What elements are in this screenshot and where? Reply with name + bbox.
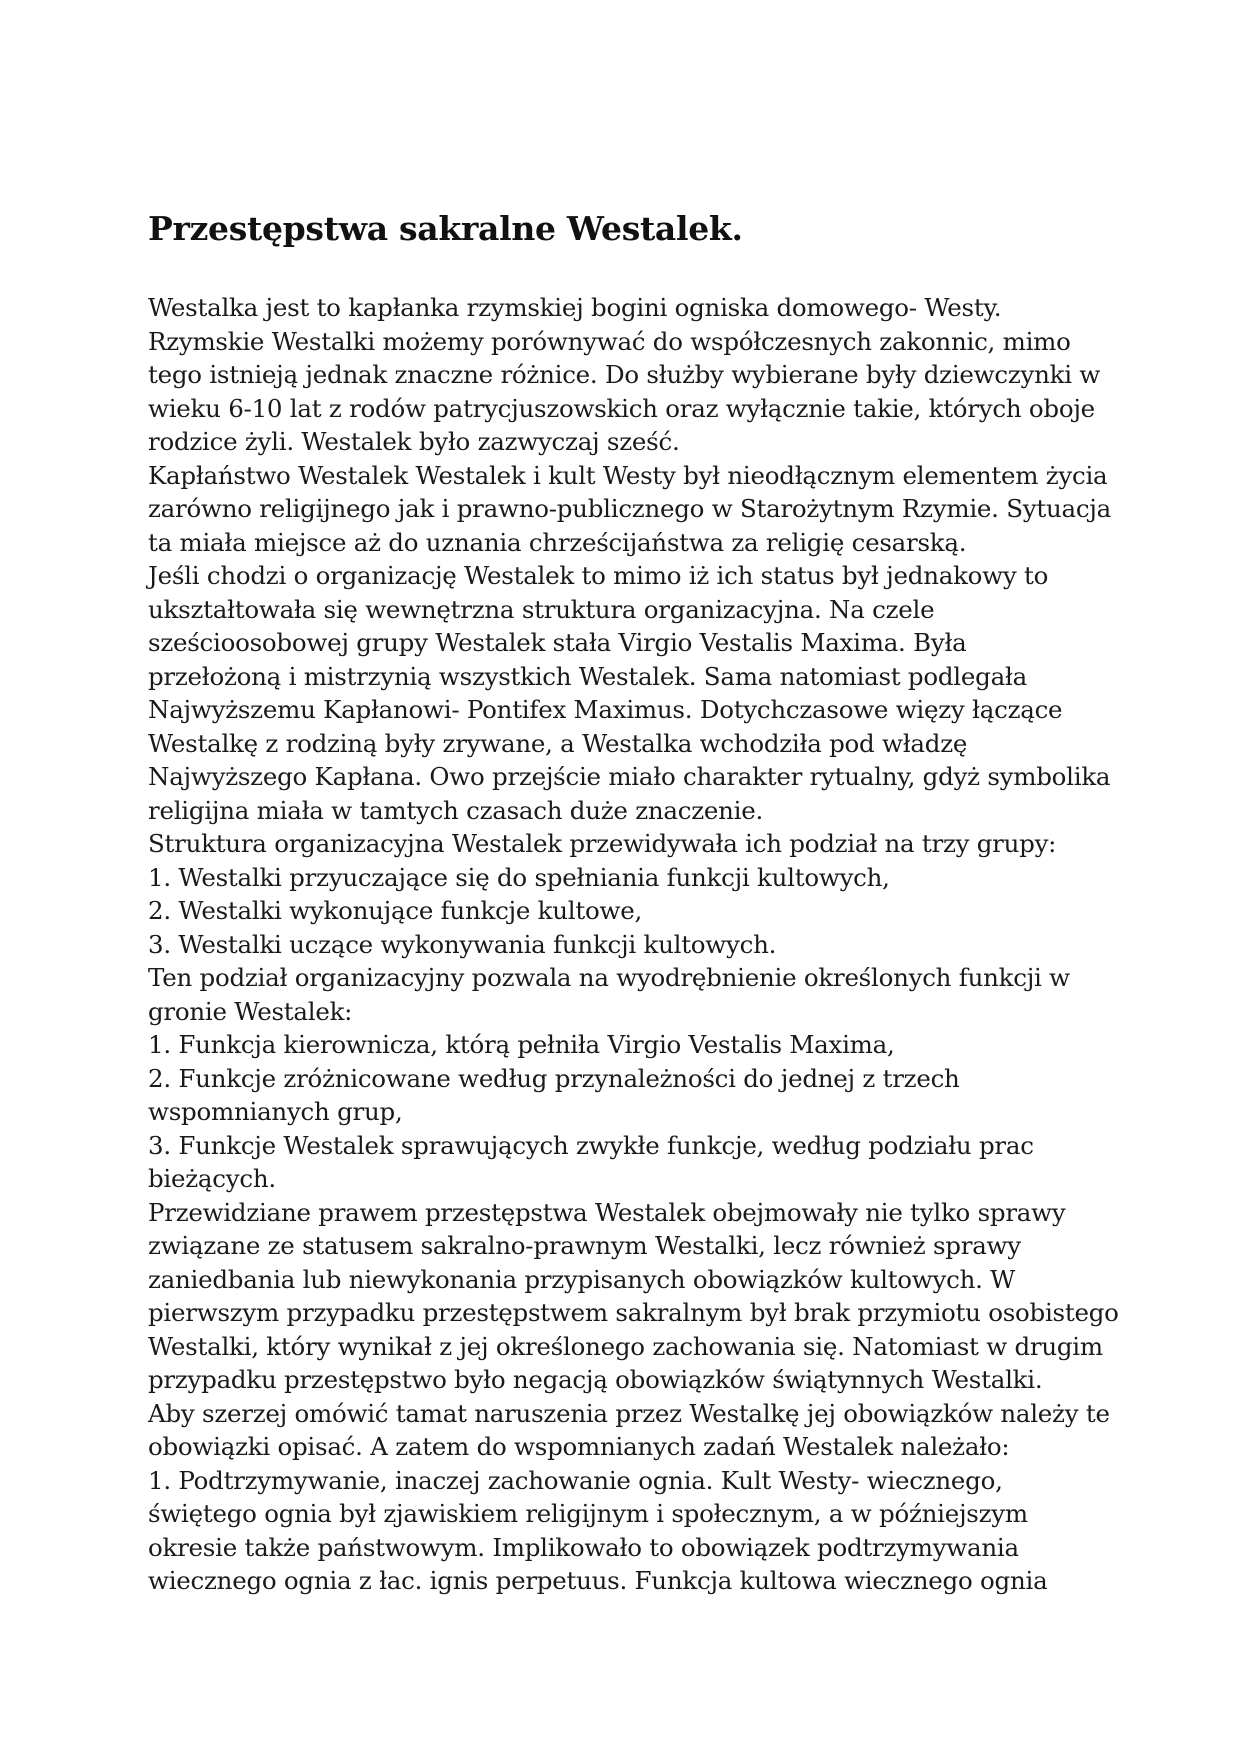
text-line: 1. Podtrzymywanie, inaczej zachowanie ognia. Kult Westy- wiecznego,: [148, 1465, 1003, 1495]
text-line: rodzice żyli. Westalek było zazwyczaj sześć.: [148, 427, 680, 456]
text-line: pierwszym przypadku przestępstwem sakralnym był brak przymiotu osobistego: [148, 1298, 1119, 1327]
text-line: 3. Funkcje Westalek sprawujących zwykłe funkcje, według podziału prac: [148, 1130, 1034, 1160]
text-line: Aby szerzej omówić tamat naruszenia przez Westalkę jej obowiązków należy te: [148, 1398, 1110, 1428]
text-line: świętego ognia był zjawiskiem religijnym i społecznym, a w późniejszym: [148, 1499, 1028, 1528]
text-line: wspomnianych grup,: [148, 1097, 403, 1126]
text-line: Rzymskie Westalki możemy porównywać do współczesnych zakonnic, mimo: [148, 326, 1071, 356]
document-body: [148, 291, 1148, 1598]
text-line: Westalka jest to kapłanka rzymskiej bogini ogniska domowego- Westy.: [148, 293, 1002, 322]
text-line: Westalki, który wynikał z jej określonego zachowania się. Natomiast w drugim: [148, 1331, 1103, 1361]
text-line: ta miała miejsce aż do uznania chrześcijaństwa za religię cesarską.: [148, 527, 967, 557]
text-line: bieżących.: [148, 1164, 276, 1193]
text-line: Przewidziane prawem przestępstwa Westalek obejmowały nie tylko sprawy: [148, 1197, 1066, 1227]
text-line: 2. Westalki wykonujące funkcje kultowe,: [148, 896, 642, 925]
text-line: 1. Funkcja kierownicza, którą pełniła Virgio Vestalis Maxima,: [148, 1030, 895, 1059]
text-line: wieku 6-10 lat z rodów patrycjuszowskich oraz wyłącznie takie, których oboje: [148, 393, 1095, 423]
text-line: religijna miała w tamtych czasach duże znaczenie.: [148, 795, 764, 825]
text-line: 3. Westalki uczące wykonywania funkcji kultowych.: [148, 929, 777, 959]
text-line: związane ze statusem sakralno-prawnym Westalki, lecz również sprawy: [148, 1231, 1021, 1260]
text-line: Najwyższego Kapłana. Owo przejście miało charakter rytualny, gdyż symbolika: [148, 762, 1111, 791]
text-line: Struktura organizacyjna Westalek przewidywała ich podział na trzy grupy:: [148, 829, 1057, 858]
text-line: przełożoną i mistrzynią wszystkich Westalek. Sama natomiast podlegała: [148, 661, 1027, 691]
text-line: Kapłaństwo Westalek Westalek i kult Westy był nieodłącznym elementem życia: [148, 460, 1108, 490]
text-line: zarówno religijnego jak i prawno-publicznego w Starożytnym Rzymie. Sytuacja: [148, 494, 1112, 523]
text-line: zaniedbania lub niewykonania przypisanych obowiązków kultowych. W: [148, 1264, 1016, 1294]
text-line: 2. Funkcje zróżnicowane według przynależności do jednej z trzech: [148, 1063, 960, 1093]
text-line: tego istnieją jednak znaczne różnice. Do służby wybierane były dziewczynki w: [148, 360, 1101, 389]
text-line: obowiązki opisać. A zatem do wspomnianych zadań Westalek należało:: [148, 1432, 1010, 1461]
text-line: 1. Westalki przyuczające się do spełniania funkcji kultowych,: [148, 862, 890, 892]
text-line: Jeśli chodzi o organizację Westalek to mimo iż ich status był jednakowy to: [148, 561, 1049, 590]
text-line: gronie Westalek:: [148, 996, 353, 1026]
text-line: okresie także państwowym. Implikowało to obowiązek podtrzymywania: [148, 1532, 1019, 1562]
text-line: Westalkę z rodziną były zrywane, a Westalka wchodziła pod władzę: [148, 728, 968, 758]
text-line: sześcioosobowej grupy Westalek stała Virgio Vestalis Maxima. Była: [148, 628, 967, 657]
text-line: przypadku przestępstwo było negacją obowiązków świątynnych Westalki.: [148, 1365, 1043, 1394]
page-title: Przestępstwa sakralne Westalek.: [148, 209, 743, 248]
text-line: wiecznego ognia z łac. ignis perpetuus. Funkcja kultowa wiecznego ognia: [148, 1566, 1048, 1595]
text-line: Najwyższemu Kapłanowi- Pontifex Maximus. Dotychczasowe więzy łączące: [148, 695, 1063, 724]
text-line: Ten podział organizacyjny pozwala na wyodrębnienie określonych funkcji w: [148, 963, 1070, 992]
text-line: ukształtowała się wewnętrzna struktura organizacyjna. Na czele: [148, 594, 935, 624]
